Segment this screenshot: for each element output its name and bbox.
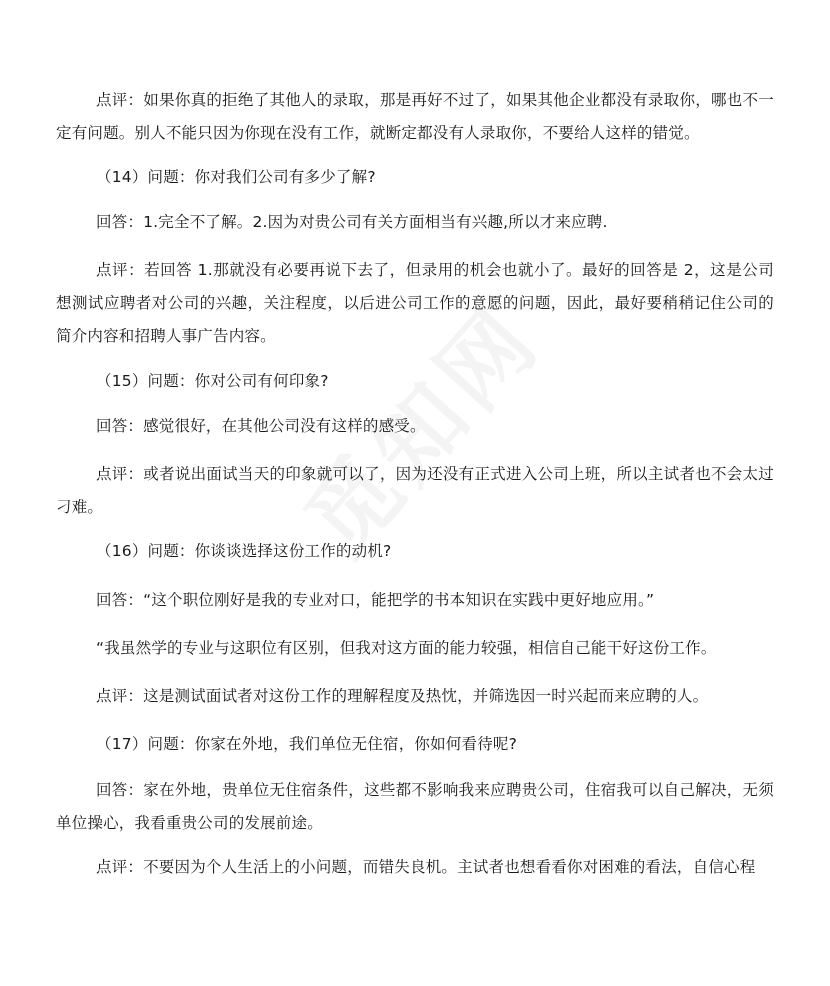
paragraph-comment-15: 点评：或者说出面试当天的印象就可以了，因为还没有正式进入公司上班，所以主试者也不会太过刁难。 [56, 465, 774, 516]
paragraph-comment-16: 点评：这是测试面试者对这份工作的理解程度及热忱，并筛选因一时兴起而来应聘的人。 [96, 687, 709, 705]
paragraph-answer-16a: 回答：“这个职位刚好是我的专业对口，能把学的书本知识在实践中更好地应用。” [96, 591, 655, 609]
paragraph-question-16: （16）问题：你谈谈选择这份工作的动机? [96, 542, 392, 560]
paragraph-answer-17: 回答：家在外地，贵单位无住宿条件，这些都不影响我来应聘贵公司，住宿我可以自己解决，无须单位操心，我看重贵公司的发展前途。 [56, 781, 774, 832]
paragraph-question-15: （15）问题：你对公司有何印象? [96, 372, 329, 390]
paragraph-answer-15: 回答：感觉很好，在其他公司没有这样的感受。 [96, 417, 426, 435]
paragraph-answer-16b: “我虽然学的专业与这职位有区别，但我对这方面的能力较强，相信自己能干好这份工作。 [96, 639, 717, 657]
paragraph-comment-17: 点评：不要因为个人生活上的小问题，而错失良机。主试者也想看看你对困难的看法，自信心程 [96, 858, 756, 876]
paragraph-comment-14: 点评：若回答 1.那就没有必要再说下去了，但录用的机会也就小了。最好的回答是 2，这是公司想测试应聘者对公司的兴趣，关注程度，以后进公司工作的意愿的问题，因此，最好要稍稍记住公司的简介内容和招聘人事广告内容。 [56, 261, 774, 345]
paragraph-comment-13: 点评：如果你真的拒绝了其他人的录取，那是再好不过了，如果其他企业都没有录取你，哪也不一定有问题。别人不能只因为你现在没有工作，就断定都没有人录取你，不要给人这样的错觉。 [56, 91, 774, 142]
paragraph-question-17: （17）问题：你家在外地，我们单位无住宿，你如何看待呢? [96, 735, 518, 753]
paragraph-question-14: （14）问题：你对我们公司有多少了解? [96, 168, 376, 186]
paragraph-answer-14: 回答：1.完全不了解。2.因为对贵公司有关方面相当有兴趣,所以才来应聘. [96, 213, 608, 231]
